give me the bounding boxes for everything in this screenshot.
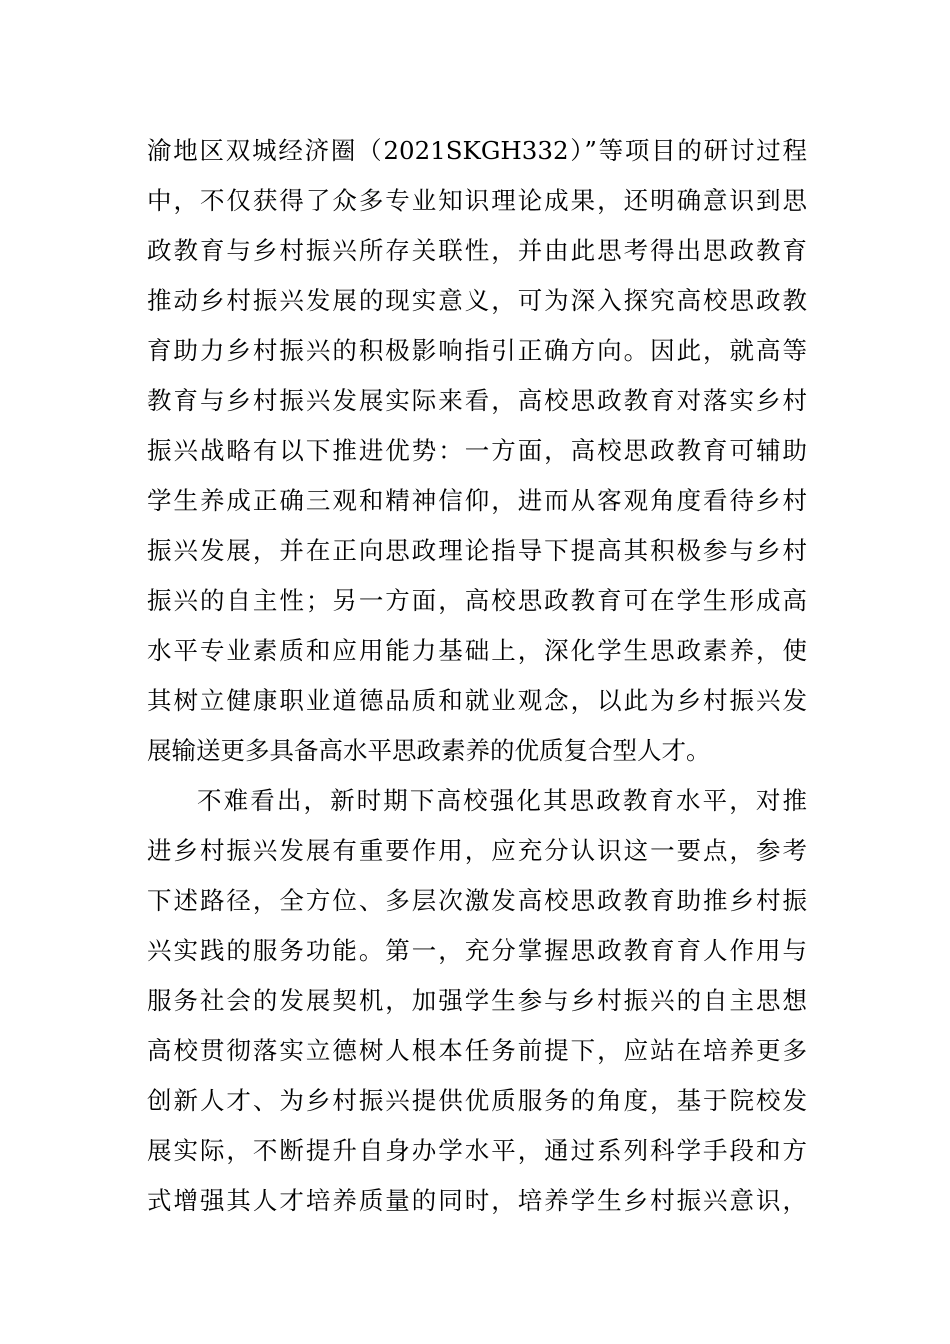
text-line: 育助力乡村振兴的积极影响指引正确方向。因此，就高等 <box>147 336 807 365</box>
text-line: 展实际，不断提升自身办学水平，通过系列科学手段和方 <box>147 1136 807 1165</box>
text-line: 进乡村振兴发展有重要作用，应充分认识这一要点，参考 <box>147 836 807 865</box>
text-line: 中，不仅获得了众多专业知识理论成果，还明确意识到思 <box>147 186 807 215</box>
text-line: 式增强其人才培养质量的同时，培养学生乡村振兴意识， <box>147 1186 807 1215</box>
text-line: 教育与乡村振兴发展实际来看，高校思政教育对落实乡村 <box>147 386 807 415</box>
text-line: 学生养成正确三观和精神信仰，进而从客观角度看待乡村 <box>147 486 807 515</box>
paragraph-1 <box>147 126 807 776</box>
text-line: 振兴的自主性；另一方面，高校思政教育可在学生形成高 <box>147 586 807 615</box>
text-line: 下述路径，全方位、多层次激发高校思政教育助推乡村振 <box>147 886 807 915</box>
text-line: 服务社会的发展契机，加强学生参与乡村振兴的自主思想 <box>147 986 807 1015</box>
paragraph-2 <box>147 776 807 1226</box>
text-line: 水平专业素质和应用能力基础上，深化学生思政素养，使 <box>147 636 807 665</box>
text-line: 推动乡村振兴发展的现实意义，可为深入探究高校思政教 <box>147 286 807 315</box>
text-line: 不难看出，新时期下高校强化其思政教育水平，对推 <box>197 786 807 815</box>
text-line: 其树立健康职业道德品质和就业观念，以此为乡村振兴发 <box>147 686 807 715</box>
text-line: 振兴战略有以下推进优势：一方面，高校思政教育可辅助 <box>147 436 807 465</box>
text-line: 高校贯彻落实立德树人根本任务前提下，应站在培养更多 <box>147 1036 807 1065</box>
text-line: 展输送更多具备高水平思政素养的优质复合型人才。 <box>147 736 711 765</box>
text-line: 兴实践的服务功能。第一，充分掌握思政教育育人作用与 <box>147 936 807 965</box>
text-line: 政教育与乡村振兴所存关联性，并由此思考得出思政教育 <box>147 236 807 265</box>
body-text <box>147 126 807 1226</box>
text-line: 创新人才、为乡村振兴提供优质服务的角度，基于院校发 <box>147 1086 807 1115</box>
text-line: 振兴发展，并在正向思政理论指导下提高其积极参与乡村 <box>147 536 807 565</box>
text-line: 渝地区双城经济圈（2021SKGH332）”等项目的研讨过程 <box>147 136 807 165</box>
